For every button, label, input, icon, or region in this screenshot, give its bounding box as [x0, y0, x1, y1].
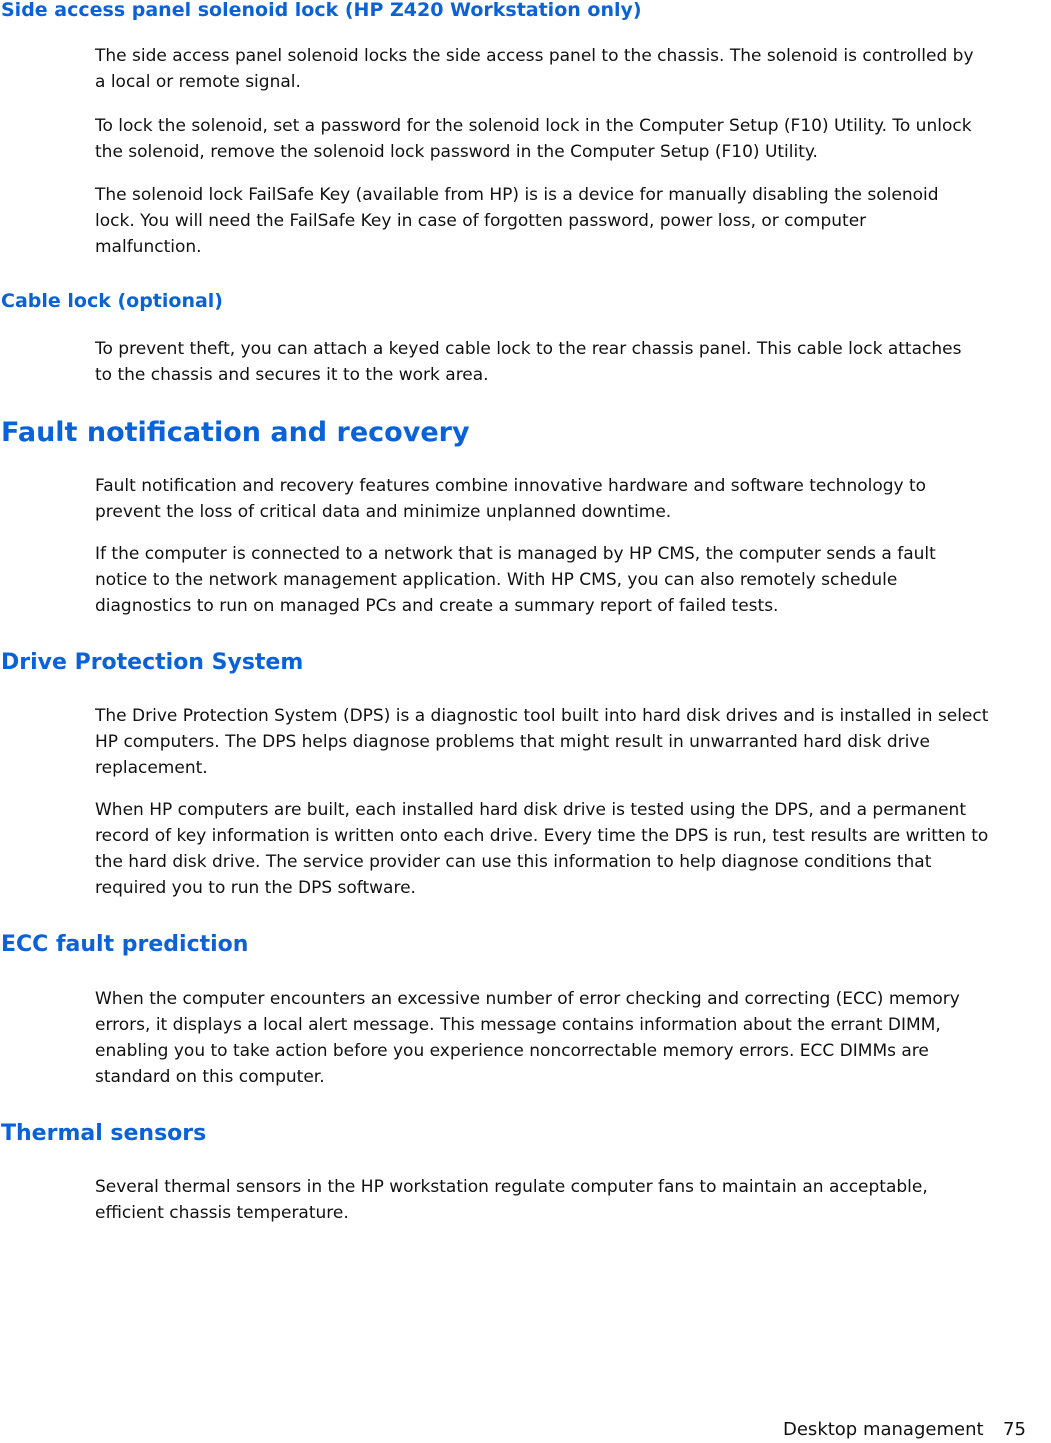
heading-thermal-sensors: Thermal sensors	[1, 1121, 207, 1146]
paragraph-solenoid-lock-unlock: To lock the solenoid, set a password for the solenoid lock in the Computer Setup (F10) Utility. To unlock the solenoid, remove the solenoid lock password in the Computer Setup (F10) Utility.	[95, 116, 972, 162]
paragraph-solenoid-failsafe: The solenoid lock FailSafe Key (available from HP) is is a device for manually disabling the solenoid lock. You will need the FailSafe Key in case of forgotten password, power loss, or computer malfunction.	[95, 185, 939, 257]
paragraph-fault-intro: Fault notification and recovery features combine innovative hardware and software technology to prevent the loss of critical data and minimize unplanned downtime.	[95, 476, 927, 522]
paragraph-solenoid-intro: The side access panel solenoid locks the side access panel to the chassis. The solenoid is controlled by a local or remote signal.	[95, 46, 974, 92]
heading-fault-notification: Fault notification and recovery	[1, 417, 470, 448]
footer-section-label: Desktop management	[783, 1419, 984, 1440]
heading-ecc-fault: ECC fault prediction	[1, 932, 249, 957]
footer-page-number: 75	[1003, 1419, 1026, 1440]
heading-drive-protection: Drive Protection System	[1, 650, 304, 675]
paragraph-dps-testing: When HP computers are built, each installed hard disk drive is tested using the DPS, and a permanent record of key information is written onto each drive. Every time the DPS is run, test results are written to the hard disk drive. The service provider can use this information to help diagnose conditions that required you to run the DPS software.	[95, 800, 989, 898]
heading-solenoid-lock: Side access panel solenoid lock (HP Z420 Workstation only)	[1, 0, 642, 21]
paragraph-thermal: Several thermal sensors in the HP workstation regulate computer fans to maintain an acceptable, efficient chassis temperature.	[95, 1177, 928, 1223]
paragraph-cable-lock: To prevent theft, you can attach a keyed cable lock to the rear chassis panel. This cable lock attaches to the chassis and secures it to the work area.	[95, 339, 962, 385]
paragraph-ecc: When the computer encounters an excessive number of error checking and correcting (ECC) memory errors, it displays a local alert message. This message contains information about the errant DIMM, enabling you to take action before you experience noncorrectable memory errors. ECC DIMMs are standard on this computer.	[95, 989, 960, 1087]
paragraph-fault-cms: If the computer is connected to a network that is managed by HP CMS, the computer sends a fault notice to the network management application. With HP CMS, you can also remotely schedule diagnostics to run on managed PCs and create a summary report of failed tests.	[95, 544, 936, 616]
heading-cable-lock: Cable lock (optional)	[1, 290, 223, 312]
paragraph-dps-intro: The Drive Protection System (DPS) is a diagnostic tool built into hard disk drives and is installed in select HP computers. The DPS helps diagnose problems that might result in unwarranted hard disk drive replacement.	[95, 706, 989, 778]
